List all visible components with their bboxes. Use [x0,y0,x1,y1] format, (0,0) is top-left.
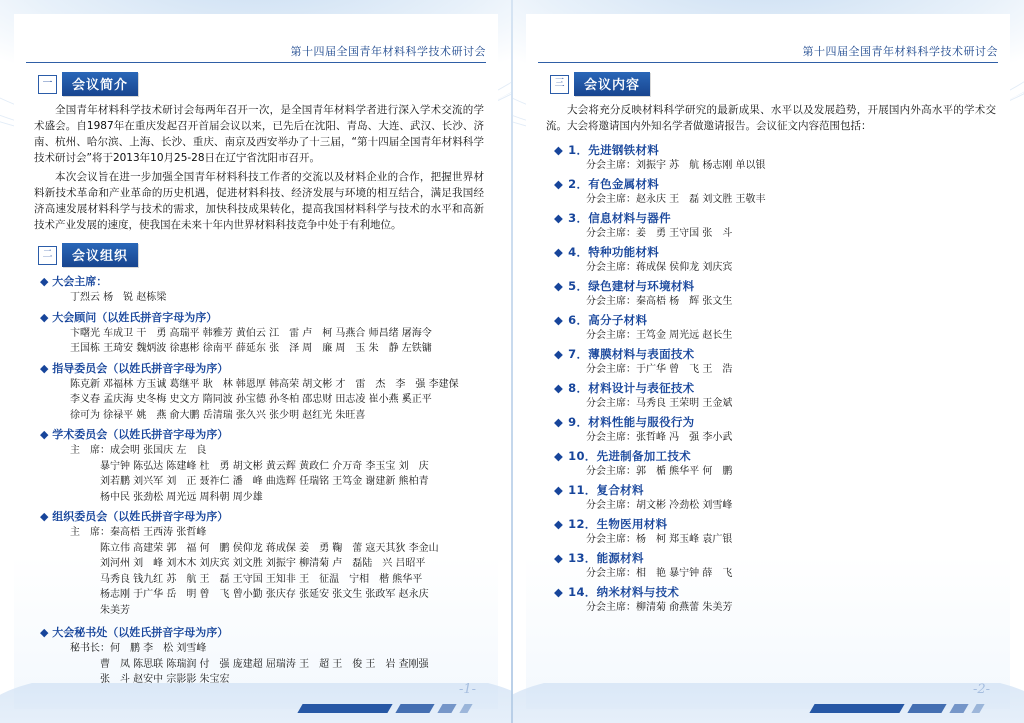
topic-name: 特种功能材料 [588,245,660,259]
org-group-line: 丁烈云 杨 锐 赵栋梁 [70,292,167,303]
org-group-line: 张 斗 赵安中 宗影影 朱宝宏 [100,674,230,685]
running-header-text: 第十四届全国青年材料科学技术研讨会 [802,45,998,58]
topic-chairs: 分会主席：张哲峰 冯 强 李小武 [586,432,733,443]
topic-name: 高分子材料 [588,313,648,327]
diamond-icon: ◆ [554,585,564,599]
org-group-line: 马秀良 钱九红 苏 航 王 磊 王守国 王知非 王 征温 宁相 楷 熊华平 [100,573,423,585]
org-group [34,426,484,505]
org-group-line: 刘河州 刘 峰 刘木木 刘庆宾 刘文胜 刘振宇 柳清菊 卢 磊陆 兴 吕昭平 [100,558,426,569]
diamond-icon: ◆ [554,483,564,497]
section-number: 二 [38,246,57,265]
topic-title: ◆ 5．绿色建材与环境材料 [554,279,695,293]
topic-title: ◆ 7．薄膜材料与表面技术 [554,347,695,361]
topic-name: 材料性能与服役行为 [588,415,695,429]
topic-index: 6 [568,313,577,327]
diamond-icon: ◆ [554,347,564,361]
intro-paragraph-1: 全国青年材料科学技术研讨会每两年召开一次，是全国青年材料学者进行深入学术交流的学术盛会。自1987年在重庆发起召开首届会议以来，已先后在沈阳、青岛、大连、武汉、长沙、济南、杭州、哈尔滨、上海、长沙、重庆、南京及西安举办了十三届，“第十四届全国青年材料科学技术研讨会”将于2013年10月25-28日在辽宁省沈阳市召开。 [34,104,484,164]
topic-name: 生物医用材料 [596,517,668,531]
diamond-icon: ◆ [554,551,564,565]
org-group-label: ◆ 指导委员会（以姓氏拼音字母为序） [40,361,229,375]
topic-chairs: 分会主席：杨 柯 郑玉峰 袁广银 [586,534,733,545]
topic-title: ◆ 2．有色金属材料 [554,177,660,191]
topic-name: 薄膜材料与表面技术 [588,347,695,361]
running-header-text: 第十四届全国青年材料科学技术研讨会 [290,45,486,58]
org-group-chair: 主 席：秦高梧 王西涛 张哲峰 [70,527,207,538]
topic-chairs: 分会主席：胡文彬 冷劲松 刘雪峰 [586,500,733,511]
topic-item [554,346,996,378]
diamond-icon: ◆ [554,517,564,531]
topic-chairs: 分会主席：刘振宇 苏 航 杨志刚 单以银 [586,160,766,171]
topic-item [554,414,996,446]
topic-name: 纳米材料与技术 [596,585,680,599]
topic-item [554,244,996,276]
topic-index: 1 [568,143,577,157]
org-group-label: ◆ 组织委员会（以姓氏拼音字母为序） [40,510,229,523]
org-group [34,508,484,618]
org-group-line: 杨志刚 于广华 岳 明 曾 飞 曾小勤 张庆存 张延安 张文生 张政军 赵永庆 [100,589,429,600]
topic-index: 11 [568,483,585,497]
topic-name: 信息材料与器件 [588,211,671,225]
org-group [34,309,484,357]
topic-title: ◆ 12．生物医用材料 [554,517,668,531]
topic-index: 14 [568,585,585,599]
topic-title: ◆ 1．先进钢铁材料 [554,143,660,157]
org-group-line: 陈克新 邓福林 方玉诚 葛继平 耿 林 韩恩厚 韩高荣 胡文彬 才 雷 杰 李 强 李建保 [70,378,459,390]
topic-name: 复合材料 [596,483,644,497]
section-title: 会议组织 [62,243,138,267]
org-group [34,360,484,424]
diamond-icon: ◆ [554,177,564,191]
topic-item [554,210,996,242]
diamond-icon: ◆ [554,279,564,293]
topic-index: 2 [568,177,577,191]
org-group-label: ◆ 大会秘书处（以姓氏拼音字母为序） [40,626,229,639]
topic-index: 7 [568,347,577,361]
topic-item [554,278,996,310]
org-group-line: 徐可为 徐禄平 姚 燕 俞大鹏 岳清瑞 张久兴 张少明 赵红光 朱旺喜 [70,409,366,421]
topic-name: 先进制备加工技术 [596,449,691,463]
topic-title: ◆ 13．能源材料 [554,551,644,565]
topic-chairs: 分会主席：马秀良 王荣明 王金斌 [586,398,733,409]
left-bottom-ribbon [0,683,512,723]
topic-name: 材料设计与表征技术 [588,381,695,395]
diamond-icon: ◆ [554,381,564,395]
topic-item [554,550,996,582]
topic-index: 4 [568,245,577,259]
org-group-label: ◆ 学术委员会（以姓氏拼音字母为序） [40,428,229,441]
org-group-label: ◆ 大会主席： [40,275,108,288]
right-page-content [546,62,996,618]
topic-index: 12 [568,517,585,531]
section-title: 会议简介 [62,72,138,96]
topic-title: ◆ 11．复合材料 [554,483,644,497]
topic-chairs: 分会主席：赵永庆 王 磊 刘文胜 王敬丰 [586,194,766,205]
org-group-line: 卞曙光 车成卫 干 勇 高瑞平 韩雅芳 黄伯云 江 雷 卢 柯 马燕合 师昌绪 屠海令 [70,327,432,339]
topic-title: ◆ 10．先进制备加工技术 [554,449,691,463]
topic-title: ◆ 6．高分子材料 [554,313,648,327]
content-paragraph: 大会将充分反映材料科学研究的最新成果、水平以及发展趋势，开展国内外高水平的学术交流。大会将邀请国内外知名学者做邀请报告。会议征文内容范围包括： [546,104,996,132]
topic-title: ◆ 3．信息材料与器件 [554,211,671,225]
left-running-header [26,40,486,63]
right-running-header [538,40,998,63]
diamond-icon: ◆ [554,143,564,157]
topic-title: ◆ 9．材料性能与服役行为 [554,415,695,429]
topic-item [554,448,996,480]
topic-title: ◆ 4．特种功能材料 [554,245,660,259]
org-group-line: 陈立伟 高建荣 郭 福 何 鹏 侯仰龙 蒋成保 姜 勇 鞠 蕾 寇天其狄 李金山 [100,542,439,554]
section-number: 一 [38,75,57,94]
org-group-chair: 秘书长：何 鹏 李 松 刘雪峰 [70,643,207,654]
org-group-line: 刘若鹏 刘兴军 刘 正 聂祚仁 潘 峰 曲选辉 任瑞铭 王笃金 谢建新 熊柏青 [100,476,429,487]
topic-index: 13 [568,551,585,565]
intro-paragraph-2: 本次会议旨在进一步加强全国青年材料科技工作者的交流以及材料企业的合作，把握世界材料新技术革命和产业革命的历史机遇，促进材料科技、经济发展与环境的相互结合，满足我国经济高速发展材料科学与技术的需求，加快科技成果转化，提高我国材料科学与技术的水平和高新技术产业发展的速度，使我国在未来十年内世界材料科技竞争中处于有利地位。 [34,171,484,231]
topic-item [554,482,996,514]
org-group-label: ◆ 大会顾问（以姓氏拼音字母为序） [40,310,218,324]
org-group-line: 朱美芳 [100,604,130,616]
topic-title: ◆ 14．纳米材料与技术 [554,585,680,599]
topic-chairs: 分会主席：郭 楯 熊华平 何 鹏 [586,466,733,477]
topic-index: 8 [568,381,577,395]
topic-item [554,312,996,344]
org-group [34,273,484,306]
section-heading-content [550,72,996,96]
diamond-icon: ◆ [554,313,564,327]
org-group-line: 李义春 孟庆海 史冬梅 史文方 隋同波 孙宝德 孙冬柏 邵忠财 田志凌 崔小燕 奚正平 [70,394,432,405]
topic-title: ◆ 8．材料设计与表征技术 [554,381,695,395]
section-heading-organization [38,243,484,267]
topic-chairs: 分会主席：相 艳 暴宁钟 薛 飞 [586,568,733,579]
topic-index: 10 [568,449,585,463]
topic-item [554,142,996,174]
page-seam [511,0,513,723]
org-group-chair: 主 席：成会明 张国庆 左 良 [70,445,207,456]
right-page [512,0,1024,723]
topic-chairs: 分会主席：于广华 曾 飞 王 浩 [586,364,733,375]
topic-index: 5 [568,279,577,293]
org-group-line: 杨中民 张劲松 周光远 周科朝 周少雄 [100,491,263,503]
org-group-line: 王国栋 王琦安 魏炳波 徐惠彬 徐南平 薛延东 张 泽 周 廉 周 玉 朱 静 左铁镛 [70,343,432,354]
topic-name: 能源材料 [596,551,644,565]
org-group-line: 暴宁钟 陈弘达 陈建峰 杜 勇 胡文彬 黄云辉 黄政仁 介万奇 李玉宝 刘 庆 [100,460,429,472]
topic-chairs: 分会主席：王笃金 周光远 赵长生 [586,330,733,341]
topic-name: 先进钢铁材料 [588,143,660,157]
section-number: 三 [550,75,569,94]
topic-chairs: 分会主席：蒋成保 侯仰龙 刘庆宾 [586,262,733,273]
section-title: 会议内容 [574,72,650,96]
topic-chairs: 分会主席：姜 勇 王守国 张 斗 [586,228,733,239]
topic-index: 3 [568,211,577,225]
topic-item [554,380,996,412]
diamond-icon: ◆ [554,211,564,225]
section-heading-intro [38,72,484,96]
topic-chairs: 分会主席：秦高梧 杨 辉 张文生 [586,296,733,307]
diamond-icon: ◆ [554,415,564,429]
topic-item [554,516,996,548]
topic-item [554,584,996,616]
diamond-icon: ◆ [554,245,564,259]
org-group-line: 曹 凤 陈思联 陈瑞润 付 强 庞建超 屈瑞涛 王 超 王 俊 王 岩 查刚强 [100,658,429,670]
topic-index: 9 [568,415,577,429]
topic-name: 有色金属材料 [588,177,660,191]
left-page-content [34,62,484,689]
topic-name: 绿色建材与环境材料 [588,279,695,293]
diamond-icon: ◆ [554,449,564,463]
right-bottom-ribbon [512,683,1024,723]
org-group [34,624,484,688]
topic-chairs: 分会主席：柳清菊 俞燕蕾 朱美芳 [586,602,733,613]
topic-item [554,176,996,208]
